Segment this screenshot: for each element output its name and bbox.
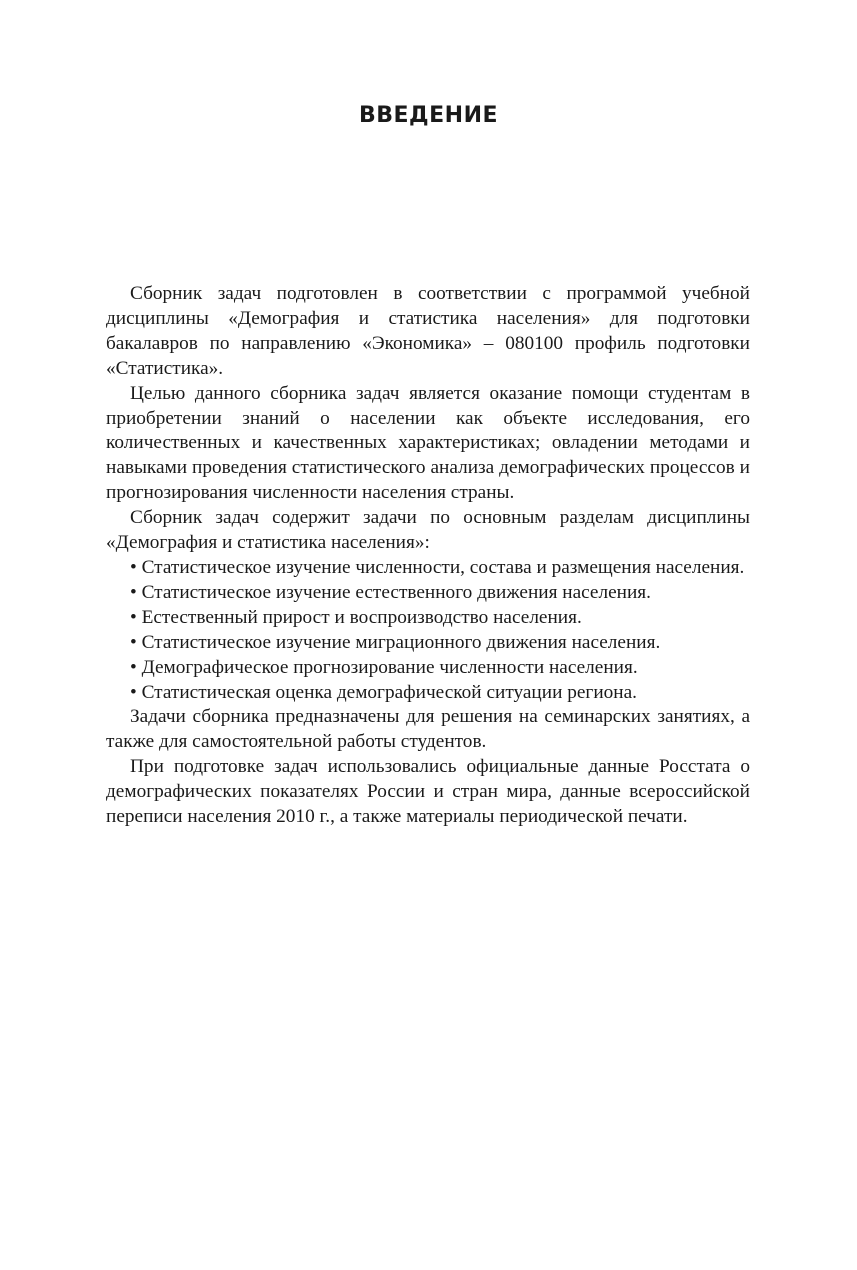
paragraph-goal: Целью данного сборника задач является оказание помощи студентам в приобретении знаний о населении как объекте исследования, его количественных и качественных характеристиках; овладении методами и навыками проведения статистического анализа демографических процессов и прогнозирования численности населения страны.	[106, 382, 750, 504]
paragraph-purpose: Сборник задач подготовлен в соответствии с программой учебной дисциплины «Демография и статистика населения» для подготовки бакалавров по направлению «Экономика» – 080100 профиль подготовки «Статистика».	[106, 283, 750, 379]
bullet-item: • Естественный прирост и воспроизводство населения.	[130, 606, 582, 628]
paragraph-contents: Сборник задач содержит задачи по основным разделам дисциплины «Демография и статистика населения»:	[106, 507, 750, 554]
introduction-text	[106, 282, 750, 830]
paragraph-sources: При подготовке задач использовались официальные данные Росстата о демографических показателях России и стран мира, данные всероссийской переписи населения 2010 г., а также материалы периодической печати.	[106, 756, 750, 828]
bullet-item: • Статистическая оценка демографической ситуации региона.	[130, 681, 637, 703]
bullet-item: • Демографическое прогнозирование численности населения.	[130, 656, 638, 678]
paragraph-usage: Задачи сборника предназначены для решения на семинарских занятиях, а также для самостоятельной работы студентов.	[106, 706, 750, 753]
page-title: ВВЕДЕНИЕ	[358, 103, 499, 128]
bullet-item: • Статистическое изучение миграционного движения населения.	[130, 631, 661, 653]
bullet-item: • Статистическое изучение естественного движения населения.	[130, 581, 651, 603]
bullet-item: • Статистическое изучение численности, состава и размещения населения.	[130, 556, 745, 578]
